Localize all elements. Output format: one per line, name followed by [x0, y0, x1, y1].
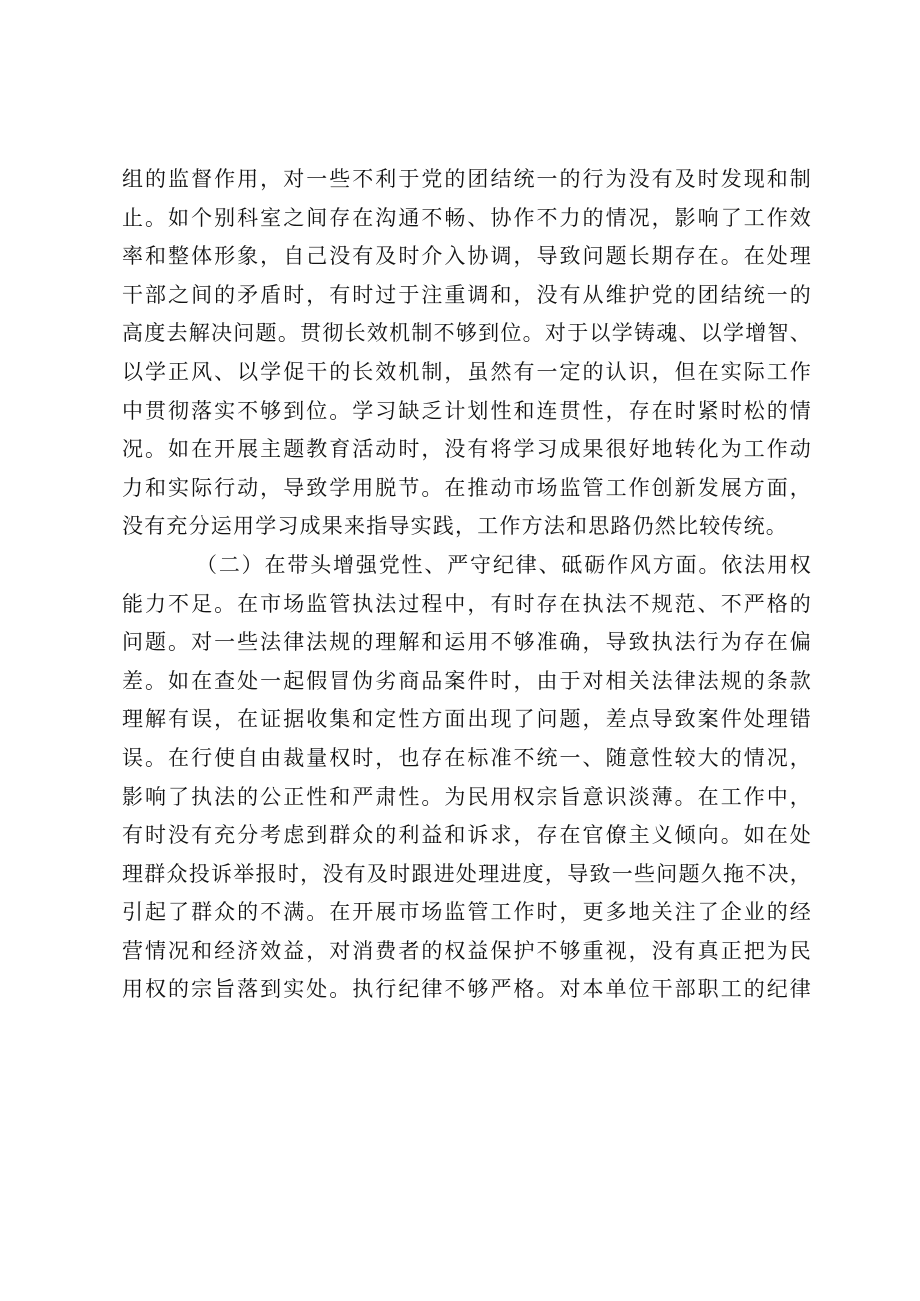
text-line: 以学正风、以学促干的长效机制，虽然有一定的认识，但在实际工作 [122, 359, 812, 384]
text-line: 能力不足。在市场监管执法过程中，有时存在执法不规范、不严格的 [122, 591, 812, 616]
text-line: 差。如在查处一起假冒伪劣商品案件时，由于对相关法律法规的条款 [122, 668, 812, 693]
text-line: 用权的宗旨落到实处。执行纪律不够严格。对本单位干部职工的纪律 [122, 977, 812, 1002]
text-line: 误。在行使自由裁量权时，也存在标准不统一、随意性较大的情况， [122, 745, 812, 770]
text-line: 有时没有充分考虑到群众的利益和诉求，存在官僚主义倾向。如在处 [122, 823, 812, 848]
text-line: 高度去解决问题。贯彻长效机制不够到位。对于以学铸魂、以学增智、 [122, 321, 812, 346]
text-line: 营情况和经济效益，对消费者的权益保护不够重视，没有真正把为民 [122, 938, 812, 963]
text-line: 力和实际行动，导致学用脱节。在推动市场监管工作创新发展方面， [122, 475, 812, 500]
paragraph-end-line: 没有充分运用学习成果来指导实践，工作方法和思路仍然比较传统。 [122, 514, 788, 539]
text-line: 引起了群众的不满。在开展市场监管工作时，更多地关注了企业的经 [122, 900, 812, 925]
text-line: 中贯彻落实不够到位。学习缺乏计划性和连贯性，存在时紧时松的情 [122, 398, 812, 423]
text-line: 况。如在开展主题教育活动时，没有将学习成果很好地转化为工作动 [122, 437, 812, 462]
body-text [122, 160, 812, 1009]
text-line: 组的监督作用，对一些不利于党的团结统一的行为没有及时发现和制 [122, 167, 812, 191]
text-line: 影响了执法的公正性和严肃性。为民用权宗旨意识淡薄。在工作中， [122, 784, 812, 809]
section-heading-line: （二）在带头增强党性、严守纪律、砥砺作风方面。依法用权 [196, 552, 812, 577]
text-line: 问题。对一些法律法规的理解和运用不够准确，导致执法行为存在偏 [122, 630, 812, 655]
text-line: 理解有误，在证据收集和定性方面出现了问题，差点导致案件处理错 [122, 707, 812, 732]
text-line: 干部之间的矛盾时，有时过于注重调和，没有从维护党的团结统一的 [122, 282, 812, 307]
text-line: 理群众投诉举报时，没有及时跟进处理进度，导致一些问题久拖不决， [122, 861, 812, 886]
text-line: 率和整体形象，自己没有及时介入协调，导致问题长期存在。在处理 [122, 244, 812, 269]
text-line: 止。如个别科室之间存在沟通不畅、协作不力的情况，影响了工作效 [122, 205, 812, 230]
